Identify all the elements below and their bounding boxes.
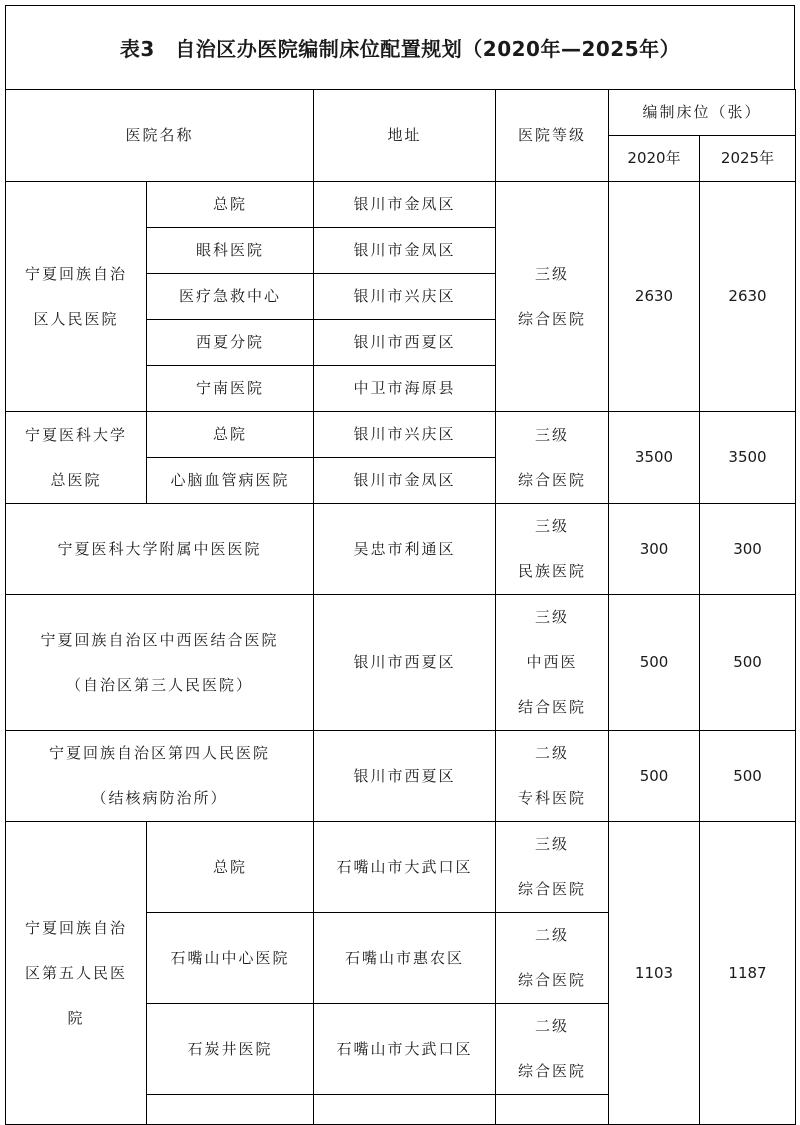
beds-2020: 2630 bbox=[609, 182, 700, 412]
grade-line: 二级 bbox=[535, 744, 570, 762]
grade-line: 综合医院 bbox=[518, 971, 587, 989]
beds-2020: 1103 bbox=[609, 822, 700, 1125]
hospital-grade bbox=[496, 731, 609, 822]
branch-address: 银川市西夏区 bbox=[314, 320, 496, 366]
group-name-line: 区人民医院 bbox=[33, 309, 119, 328]
grade-line: 三级 bbox=[535, 835, 570, 853]
hospital-address: 银川市西夏区 bbox=[314, 731, 496, 822]
branch-name: 宁南医院 bbox=[147, 366, 314, 412]
beds-2025: 2630 bbox=[700, 182, 796, 412]
grade-line: 三级 bbox=[535, 425, 570, 444]
branch-address: 中卫市海原县 bbox=[314, 366, 496, 412]
hospital-group-name bbox=[6, 822, 147, 1125]
group-name-line: 总医院 bbox=[50, 470, 102, 489]
branch-name: 总院 bbox=[147, 412, 314, 458]
branch-name: 总院 bbox=[147, 822, 314, 913]
hospital-grade bbox=[496, 182, 609, 412]
bed-planning-table bbox=[5, 89, 796, 1125]
grade-line: 二级 bbox=[535, 926, 570, 944]
branch-name: 石嘴山中心医院 bbox=[147, 913, 314, 1004]
branch-address: 银川市金凤区 bbox=[314, 182, 496, 228]
hospital-grade bbox=[496, 412, 609, 504]
branch-name-cutoff bbox=[147, 1095, 314, 1125]
hospital-group-name bbox=[6, 412, 147, 504]
hospital-address: 银川市西夏区 bbox=[314, 595, 496, 731]
hospital-name: 宁夏医科大学附属中医医院 bbox=[6, 504, 314, 595]
hospital-grade bbox=[496, 504, 609, 595]
hospital-name-line: 宁夏回族自治区第四人民医院 bbox=[49, 744, 271, 762]
branch-name: 石炭井医院 bbox=[147, 1004, 314, 1095]
branch-address: 银川市兴庆区 bbox=[314, 274, 496, 320]
hospital-grade bbox=[496, 595, 609, 731]
beds-2025: 300 bbox=[700, 504, 796, 595]
grade-line: 专科医院 bbox=[518, 789, 587, 807]
group-name-line: 区第五人民医 bbox=[24, 963, 127, 982]
beds-2020: 500 bbox=[609, 595, 700, 731]
header-hospital-name: 医院名称 bbox=[6, 90, 314, 182]
hospital-name-line: 宁夏回族自治区中西医结合医院 bbox=[40, 630, 279, 649]
header-address: 地址 bbox=[314, 90, 496, 182]
branch-name: 总院 bbox=[147, 182, 314, 228]
hospital-name bbox=[6, 595, 314, 731]
grade-line: 综合医院 bbox=[518, 470, 587, 489]
beds-2025: 500 bbox=[700, 731, 796, 822]
branch-name: 医疗急救中心 bbox=[147, 274, 314, 320]
branch-address: 石嘴山市惠农区 bbox=[314, 913, 496, 1004]
branch-grade bbox=[496, 822, 609, 913]
hospital-name bbox=[6, 731, 314, 822]
branch-name: 眼科医院 bbox=[147, 228, 314, 274]
grade-line: 结合医院 bbox=[518, 698, 587, 716]
header-year-2020: 2020年 bbox=[609, 136, 700, 182]
branch-address: 银川市金凤区 bbox=[314, 228, 496, 274]
group-name-line: 宁夏回族自治 bbox=[24, 918, 127, 937]
grade-line: 综合医院 bbox=[518, 309, 587, 328]
grade-line: 综合医院 bbox=[518, 1062, 587, 1080]
beds-2020: 500 bbox=[609, 731, 700, 822]
branch-grade bbox=[496, 913, 609, 1004]
branch-address-cutoff bbox=[314, 1095, 496, 1125]
grade-line: 三级 bbox=[535, 264, 570, 283]
group-name-line: 院 bbox=[67, 1008, 85, 1027]
branch-address: 石嘴山市大武口区 bbox=[314, 822, 496, 913]
branch-address: 石嘴山市大武口区 bbox=[314, 1004, 496, 1095]
grade-line: 中西医 bbox=[526, 653, 578, 671]
hospital-group-name bbox=[6, 182, 147, 412]
beds-2020: 300 bbox=[609, 504, 700, 595]
header-year-2025: 2025年 bbox=[700, 136, 796, 182]
beds-2020: 3500 bbox=[609, 412, 700, 504]
beds-2025: 1187 bbox=[700, 822, 796, 1125]
branch-address: 银川市金凤区 bbox=[314, 458, 496, 504]
beds-2025: 500 bbox=[700, 595, 796, 731]
header-beds: 编制床位（张） bbox=[609, 90, 796, 136]
table-title: 表3 自治区办医院编制床位配置规划（2020年—2025年） bbox=[5, 5, 795, 89]
hospital-name-line: （自治区第三人民医院） bbox=[66, 675, 254, 694]
branch-name: 心脑血管病医院 bbox=[147, 458, 314, 504]
header-grade: 医院等级 bbox=[496, 90, 609, 182]
hospital-address: 吴忠市利通区 bbox=[314, 504, 496, 595]
branch-name: 西夏分院 bbox=[147, 320, 314, 366]
grade-line: 三级 bbox=[535, 517, 570, 535]
grade-line: 二级 bbox=[535, 1017, 570, 1035]
group-name-line: 宁夏回族自治 bbox=[24, 264, 127, 283]
grade-line: 三级 bbox=[535, 608, 570, 626]
group-name-line: 宁夏医科大学 bbox=[24, 425, 127, 444]
grade-line: 综合医院 bbox=[518, 880, 587, 898]
grade-line: 民族医院 bbox=[518, 562, 587, 580]
branch-grade bbox=[496, 1004, 609, 1095]
beds-2025: 3500 bbox=[700, 412, 796, 504]
hospital-name-line: （结核病防治所） bbox=[91, 789, 228, 807]
branch-address: 银川市兴庆区 bbox=[314, 412, 496, 458]
branch-grade-cutoff bbox=[496, 1095, 609, 1125]
